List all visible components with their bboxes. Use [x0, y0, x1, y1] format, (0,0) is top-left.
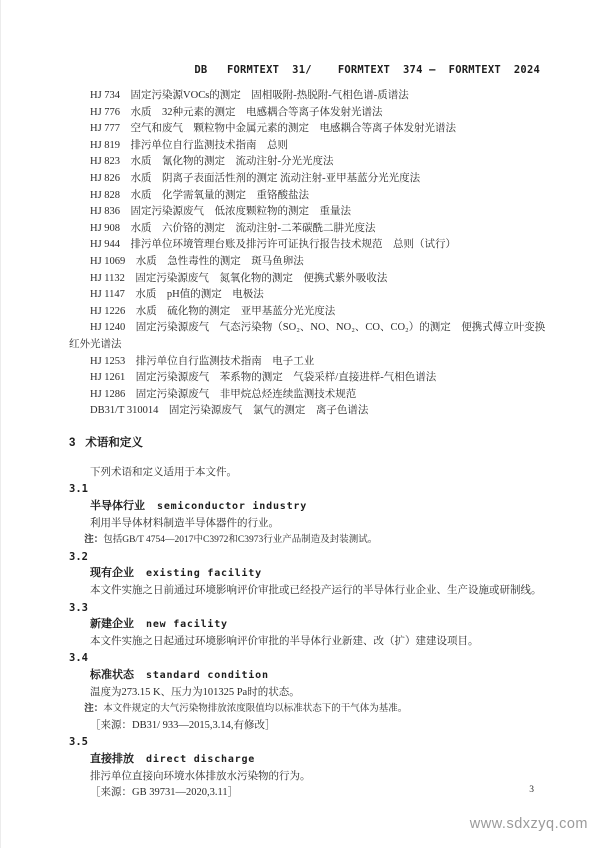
section-title: 术语和定义: [85, 436, 143, 449]
term-source: ［来源：DB31/ 933—2015,3.14,有修改］: [90, 719, 276, 731]
document-body: [69, 88, 547, 802]
term-definition: 排污单位直接向环境水体排放水污染物的行为。: [90, 770, 311, 782]
section-intro: 下列术语和定义适用于本文件。: [90, 466, 237, 478]
reference-item: HJ 828 水质 化学需氧量的测定 重铬酸盐法: [90, 189, 310, 201]
term-note: [69, 532, 547, 549]
term-en: semiconductor industry: [157, 501, 308, 513]
term-number: 3.1: [69, 483, 88, 496]
term-number: 3.4: [69, 652, 88, 665]
term-definition: 本文件实施之日前通过环境影响评价审批或已经投产运行的半导体行业企业、生产设施或研制线。: [90, 585, 542, 597]
document-header: DB FORMTEXT 31/ FORMTEXT 374 — FORMTEXT 2024: [194, 64, 540, 76]
reference-item: HJ 1253 排污单位自行监测技术指南 电子工业: [90, 355, 315, 367]
term-number: 3.5: [69, 736, 88, 749]
term-line: [69, 616, 547, 634]
note-text: 包括GB/T 4754—2017中C3972和C3973行业产品制造及封装测试。: [103, 535, 378, 546]
reference-item: HJ 944 排污单位环境管理台账及排污许可证执行报告技术规范 总则（试行）: [90, 239, 457, 251]
term-note: [69, 701, 547, 718]
term-en: standard condition: [146, 670, 269, 681]
reference-item: HJ 1240 固定污染源废气 气态污染物（SO₂、NO、NO₂、CO、CO₂）的测定 便携式傅立叶变换红外光谱法: [69, 322, 546, 350]
term-block: [69, 650, 547, 734]
term-en: existing facility: [146, 568, 262, 580]
reference-item: HJ 1069 水质 急性毒性的测定 斑马鱼卵法: [90, 255, 304, 267]
reference-item: HJ 1132 固定污染源废气 氮氧化物的测定 便携式紫外吸收法: [90, 272, 388, 284]
term-block: [69, 481, 547, 548]
reference-item: HJ 1286 固定污染源废气 非甲烷总烃连续监测技术规范: [90, 388, 357, 400]
terms-list: [69, 481, 547, 801]
section-heading: [69, 435, 547, 451]
term-definition: 温度为273.15 K、压力为101325 Pa时的状态。: [90, 686, 300, 698]
term-number: 3.3: [69, 601, 88, 614]
term-block: [69, 549, 547, 600]
term-line: [69, 667, 547, 685]
page-number: 3: [529, 785, 534, 795]
term-zh: 现有企业: [90, 567, 134, 580]
note-text: 本文件规定的大气污染物排放浓度限值均以标准状态下的干气体为基准。: [103, 704, 408, 715]
reference-item: HJ 734 固定污染源VOCs的测定 固相吸附-热脱附-气相色谱-质谱法: [90, 90, 409, 101]
term-block: [69, 600, 547, 651]
term-en: new facility: [146, 619, 228, 631]
reference-item: HJ 777 空气和废气 颗粒物中金属元素的测定 电感耦合等离子体发射光谱法: [90, 123, 457, 135]
term-zh: 直接排放: [90, 752, 134, 765]
reference-item: HJ 836 固定污染源废气 低浓度颗粒物的测定 重量法: [90, 206, 352, 218]
term-definition: 利用半导体材料制造半导体器件的行业。: [90, 517, 279, 529]
term-block: [69, 734, 547, 801]
term-zh: 新建企业: [90, 618, 134, 631]
reference-item: HJ 823 水质 氰化物的测定 流动注射-分光光度法: [90, 156, 334, 168]
reference-list: [69, 88, 547, 420]
reference-item: HJ 908 水质 六价铬的测定 流动注射-二苯碳酰二肼光度法: [90, 222, 376, 234]
reference-item: DB31/T 310014 固定污染源废气 氯气的测定 离子色谱法: [90, 405, 369, 417]
term-line: [69, 498, 547, 516]
term-definition: 本文件实施之日起通过环境影响评价审批的半导体行业新建、改（扩）建建设项目。: [90, 635, 479, 647]
term-number: 3.2: [69, 550, 88, 563]
term-zh: 标准状态: [90, 669, 134, 681]
reference-item: HJ 776 水质 32种元素的测定 电感耦合等离子体发射光谱法: [90, 106, 383, 118]
reference-item: HJ 826 水质 阴离子表面活性剂的测定 流动注射-亚甲基蓝分光光度法: [90, 172, 421, 184]
term-zh: 半导体行业: [90, 500, 145, 513]
term-line: [69, 565, 547, 583]
term-en: direct discharge: [146, 753, 256, 765]
reference-item: HJ 1261 固定污染源废气 苯系物的测定 气袋采样/直接进样-气相色谱法: [90, 372, 437, 384]
term-line: [69, 751, 547, 769]
reference-item: HJ 1147 水质 pH值的测定 电极法: [90, 289, 264, 301]
note-label: 注：: [84, 703, 104, 715]
note-label: 注：: [84, 534, 104, 546]
term-source: ［来源：GB 39731—2020,3.11］: [90, 787, 239, 799]
section-number: 3: [69, 436, 76, 449]
reference-item: HJ 1226 水质 硫化物的测定 亚甲基蓝分光光度法: [90, 305, 336, 317]
reference-item: HJ 819 排污单位自行监测技术指南 总则: [90, 139, 289, 151]
watermark: www.sdxzyq.com: [469, 816, 588, 832]
